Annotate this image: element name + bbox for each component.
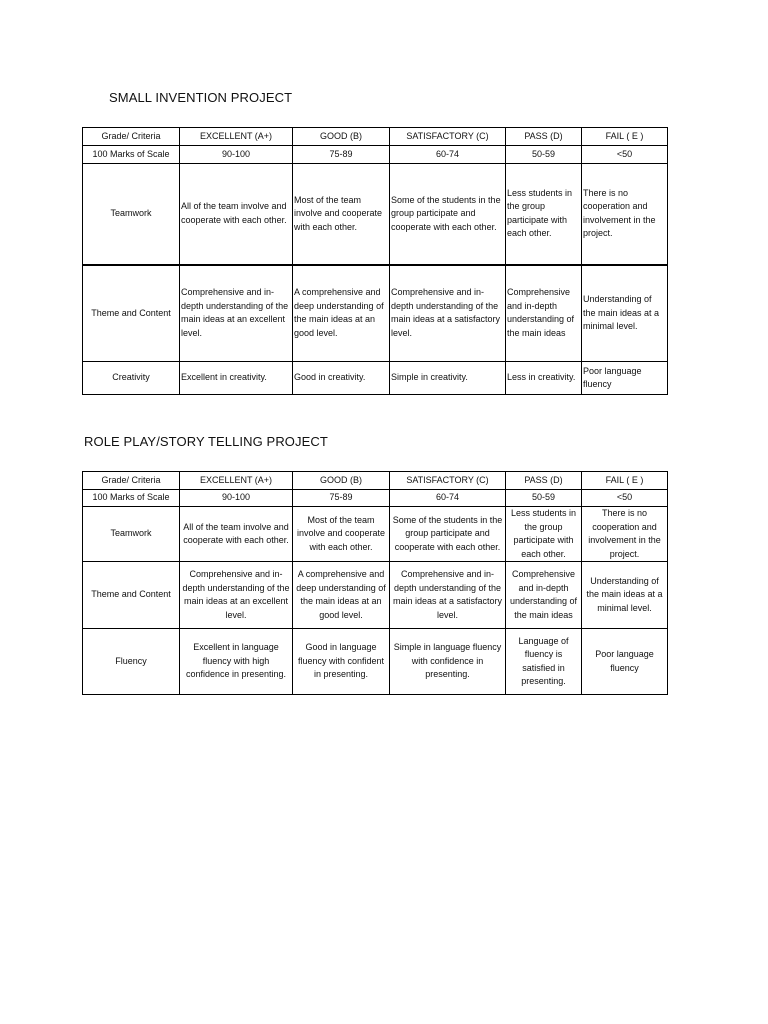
cell-excellent: Excellent in creativity. [180,362,293,395]
header-cell-criteria: Grade/ Criteria [83,128,180,146]
rubric-table-role-play [82,471,668,695]
cell-good: A comprehensive and deep understanding of the main ideas at an good level. [293,562,390,629]
scale-pass: 50-59 [506,146,582,164]
header-cell-excellent: EXCELLENT (A+) [180,472,293,490]
criterion-teamwork: Teamwork [83,507,180,562]
cell-satisfactory: Some of the students in the group participate and cooperate with each other. [390,164,506,265]
header-cell-satisfactory: SATISFACTORY (C) [390,472,506,490]
cell-pass: Less students in the group participate with each other. [506,164,582,265]
criterion-fluency: Fluency [83,629,180,695]
criterion-theme-content: Theme and Content [83,562,180,629]
cell-fail: There is no cooperation and involvement in the project. [582,164,668,265]
cell-fail: Understanding of the main ideas at a minimal level. [582,562,668,629]
cell-satisfactory: Simple in language fluency with confidence in presenting. [390,629,506,695]
table-row [83,629,668,695]
criterion-theme-content: Theme and Content [83,265,180,362]
cell-excellent: Comprehensive and in-depth understanding of the main ideas at an excellent level. [180,265,293,362]
table-row [83,362,668,395]
cell-fail: There is no cooperation and involvement in the project. [582,507,668,562]
scale-label: 100 Marks of Scale [83,490,180,507]
scale-excellent: 90-100 [180,146,293,164]
table-row [83,562,668,629]
header-row [83,128,668,146]
scale-row [83,490,668,507]
section-title-role-play: ROLE PLAY/STORY TELLING PROJECT [84,434,328,449]
section-title-small-invention: SMALL INVENTION PROJECT [109,90,293,105]
header-cell-good: GOOD (B) [293,128,390,146]
header-cell-criteria: Grade/ Criteria [83,472,180,490]
cell-satisfactory: Some of the students in the group participate and cooperate with each other. [390,507,506,562]
scale-pass: 50-59 [506,490,582,507]
header-cell-fail: FAIL ( E ) [582,472,668,490]
scale-label: 100 Marks of Scale [83,146,180,164]
criterion-teamwork: Teamwork [83,164,180,265]
cell-satisfactory: Comprehensive and in-depth understanding of the main ideas at a satisfactory level. [390,562,506,629]
cell-pass: Comprehensive and in-depth understanding of the main ideas [506,265,582,362]
scale-excellent: 90-100 [180,490,293,507]
cell-good: Most of the team involve and cooperate with each other. [293,507,390,562]
cell-fail: Poor language fluency [582,362,668,395]
cell-good: Most of the team involve and cooperate with each other. [293,164,390,265]
cell-excellent: All of the team involve and cooperate with each other. [180,507,293,562]
cell-good: A comprehensive and deep understanding of the main ideas at an good level. [293,265,390,362]
header-cell-pass: PASS (D) [506,128,582,146]
scale-fail: <50 [582,146,668,164]
rubric-table-small-invention [82,127,668,395]
scale-row [83,146,668,164]
scale-satisfactory: 60-74 [390,490,506,507]
cell-pass: Less students in the group participate with each other. [506,507,582,562]
cell-satisfactory: Comprehensive and in-depth understanding of the main ideas at a satisfactory level. [390,265,506,362]
cell-good: Good in creativity. [293,362,390,395]
cell-excellent: Excellent in language fluency with high confidence in presenting. [180,629,293,695]
header-cell-excellent: EXCELLENT (A+) [180,128,293,146]
cell-good: Good in language fluency with confident in presenting. [293,629,390,695]
table-row [83,507,668,562]
scale-fail: <50 [582,490,668,507]
criterion-creativity: Creativity [83,362,180,395]
header-row [83,472,668,490]
cell-excellent: All of the team involve and cooperate with each other. [180,164,293,265]
scale-satisfactory: 60-74 [390,146,506,164]
header-cell-good: GOOD (B) [293,472,390,490]
scale-good: 75-89 [293,146,390,164]
header-cell-pass: PASS (D) [506,472,582,490]
cell-fail: Poor language fluency [582,629,668,695]
scale-good: 75-89 [293,490,390,507]
cell-pass: Language of fluency is satisfied in presenting. [506,629,582,695]
cell-excellent: Comprehensive and in-depth understanding of the main ideas at an excellent level. [180,562,293,629]
header-cell-satisfactory: SATISFACTORY (C) [390,128,506,146]
table-row [83,164,668,265]
cell-satisfactory: Simple in creativity. [390,362,506,395]
cell-pass: Comprehensive and in-depth understanding of the main ideas [506,562,582,629]
cell-fail: Understanding of the main ideas at a minimal level. [582,265,668,362]
header-cell-fail: FAIL ( E ) [582,128,668,146]
table-row [83,265,668,362]
cell-pass: Less in creativity. [506,362,582,395]
